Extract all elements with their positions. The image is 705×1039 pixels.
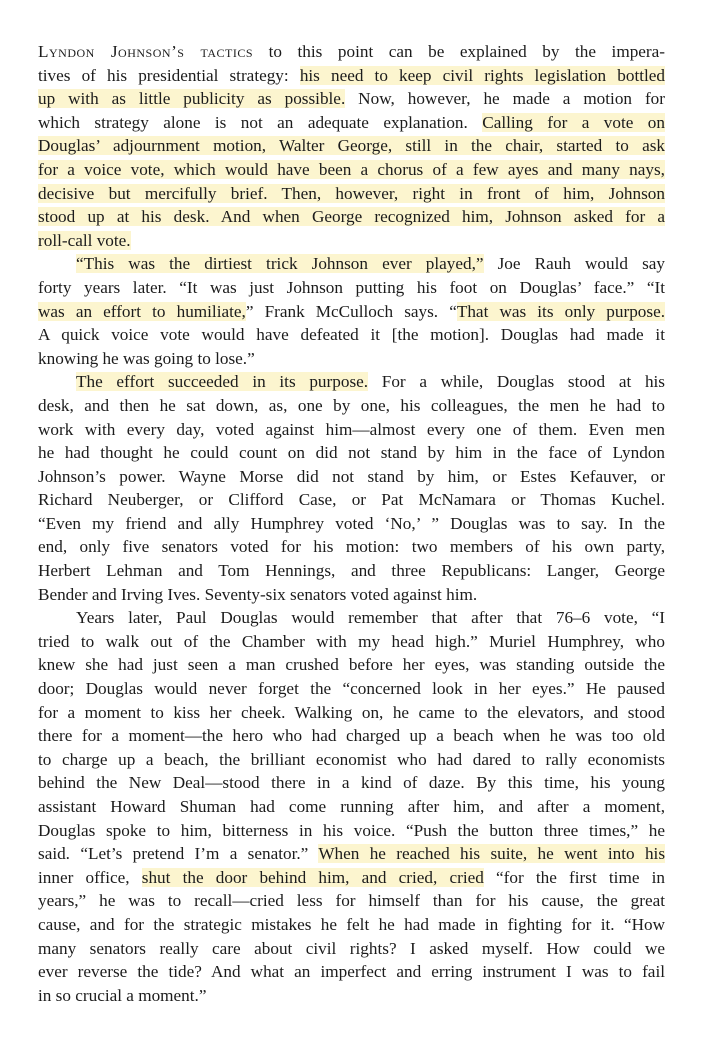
text-line bbox=[38, 441, 665, 465]
line-text bbox=[38, 819, 665, 843]
text-segment: Lyndon Johnson’s tactics bbox=[38, 42, 254, 61]
highlighted-text: stood up at his desk. And when George recognized him, Johnson asked for a bbox=[38, 207, 665, 227]
line-text bbox=[38, 559, 665, 583]
highlighted-text: “This was the dirtiest trick Johnson ever played,” bbox=[76, 254, 484, 274]
text-segment: forty years later. “It was just Johnson putting his foot on Douglas’ face.” “It bbox=[38, 277, 665, 297]
line-text bbox=[38, 653, 665, 677]
text-segment: desk, and then he sat down, as, one by one, his colleagues, the men he had to bbox=[38, 395, 665, 415]
paragraph-indent bbox=[38, 606, 76, 630]
line-text bbox=[38, 394, 665, 418]
highlighted-text: Calling for a vote on bbox=[482, 112, 665, 132]
line-text bbox=[38, 937, 665, 961]
text-line bbox=[38, 795, 665, 819]
text-line bbox=[38, 394, 665, 418]
text-segment: Herbert Lehman and Tom Hennings, and three Republicans: Langer, George bbox=[38, 561, 665, 581]
text-segment: Now, however, he made a motion for bbox=[345, 89, 665, 109]
text-line bbox=[38, 370, 665, 394]
highlighted-text: shut the door behind him, and cried, cried bbox=[141, 867, 484, 887]
text-line bbox=[38, 677, 665, 701]
text-segment: which strategy alone is not an adequate explanation. bbox=[38, 112, 483, 132]
line-text bbox=[38, 158, 665, 182]
text-segment: tives of his presidential strategy: bbox=[38, 65, 300, 85]
line-text bbox=[38, 465, 665, 489]
text-segment: work with every day, voted against him—almost every one of them. Even men bbox=[38, 419, 665, 439]
line-text bbox=[38, 323, 665, 347]
text-line bbox=[38, 913, 665, 937]
text-line bbox=[38, 64, 665, 88]
text-line bbox=[38, 748, 665, 772]
text-line bbox=[38, 40, 665, 64]
line-text bbox=[38, 134, 665, 158]
highlighted-text: decisive but mercifully brief. Then, however, right in front of him, Johnson bbox=[38, 183, 665, 203]
line-text bbox=[76, 370, 665, 394]
highlighted-text: was an effort to humiliate, bbox=[38, 301, 246, 321]
text-line bbox=[38, 182, 665, 206]
text-segment: said. “Let’s pretend I’m a senator.” bbox=[38, 844, 319, 864]
line-text bbox=[38, 677, 665, 701]
line-text bbox=[38, 960, 665, 984]
highlighted-text: Douglas’ adjournment motion, Walter George, still in the chair, started to ask bbox=[38, 136, 665, 156]
text-segment: knew she had just seen a man crushed before her eyes, was standing outside the bbox=[38, 655, 665, 675]
text-line bbox=[38, 347, 665, 371]
line-text bbox=[38, 630, 665, 654]
highlighted-text: up with as little publicity as possible. bbox=[38, 89, 346, 109]
line-text bbox=[38, 87, 665, 111]
text-line bbox=[38, 488, 665, 512]
line-text bbox=[76, 252, 665, 276]
text-line bbox=[38, 323, 665, 347]
book-page bbox=[38, 40, 665, 1007]
text-line bbox=[38, 606, 665, 630]
line-text bbox=[38, 512, 665, 536]
text-line bbox=[38, 205, 665, 229]
line-text bbox=[38, 535, 665, 559]
text-line bbox=[38, 771, 665, 795]
text-segment: in so crucial a moment.” bbox=[38, 985, 207, 1005]
text-line bbox=[38, 229, 665, 253]
line-text bbox=[76, 606, 665, 630]
line-text bbox=[38, 40, 665, 64]
line-text bbox=[38, 300, 665, 324]
text-segment: “Even my friend and ally Humphrey voted ‘No,’ ” Douglas was to say. In the bbox=[38, 513, 665, 533]
paragraph-indent bbox=[38, 252, 76, 276]
line-text bbox=[38, 984, 206, 1008]
text-line bbox=[38, 984, 665, 1008]
line-text bbox=[38, 724, 665, 748]
paragraph bbox=[38, 40, 665, 252]
text-line bbox=[38, 300, 665, 324]
text-segment: Douglas spoke to him, bitterness in his voice. “Push the button three times,” he bbox=[38, 820, 665, 840]
text-segment: inner office, bbox=[38, 867, 142, 887]
text-segment: “for the first time in bbox=[483, 867, 665, 887]
text-segment: Bender and Irving Ives. Seventy-six senators voted against him. bbox=[38, 584, 478, 604]
line-text bbox=[38, 583, 477, 607]
text-line bbox=[38, 418, 665, 442]
text-segment: end, only five senators voted for his motion: two members of his own party, bbox=[38, 537, 665, 557]
text-line bbox=[38, 512, 665, 536]
text-line bbox=[38, 724, 665, 748]
text-segment: ” Frank McCulloch says. “ bbox=[245, 301, 457, 321]
text-segment: he had thought he could count on did not stand by him in the face of Lyndon bbox=[38, 443, 666, 463]
text-segment: door; Douglas would never forget the “concerned look in her eyes.” He paused bbox=[38, 679, 665, 699]
text-segment: years,” he was to recall—cried less for himself than for his cause, the great bbox=[38, 891, 665, 911]
text-segment: For a while, Douglas stood at his bbox=[368, 372, 665, 392]
text-segment: A quick voice vote would have defeated it [the motion]. Douglas had made it bbox=[38, 325, 665, 345]
highlighted-text: That was its only purpose. bbox=[456, 301, 666, 321]
line-text bbox=[38, 182, 665, 206]
highlighted-text: roll-call vote. bbox=[38, 230, 131, 250]
text-line bbox=[38, 653, 665, 677]
text-segment: behind the New Deal—stood there in a kind of daze. By this time, his young bbox=[38, 773, 665, 793]
text-line bbox=[38, 960, 665, 984]
line-text bbox=[38, 229, 131, 253]
text-line bbox=[38, 276, 665, 300]
text-segment: Joe Rauh would say bbox=[483, 254, 665, 274]
line-text bbox=[38, 701, 665, 725]
line-text bbox=[38, 64, 665, 88]
text-line bbox=[38, 252, 665, 276]
text-segment: cause, and for the strategic mistakes he felt he had made in fighting for it. “How bbox=[38, 914, 665, 934]
line-text bbox=[38, 913, 665, 937]
line-text bbox=[38, 418, 665, 442]
text-line bbox=[38, 889, 665, 913]
highlighted-text: for a voice vote, which would have been a chorus of a few ayes and many nays, bbox=[38, 159, 665, 179]
text-line bbox=[38, 866, 665, 890]
line-text bbox=[38, 347, 255, 371]
line-text bbox=[38, 205, 665, 229]
line-text bbox=[38, 889, 665, 913]
line-text bbox=[38, 866, 665, 890]
text-line bbox=[38, 842, 665, 866]
line-text bbox=[38, 488, 665, 512]
text-line bbox=[38, 937, 665, 961]
text-segment: tried to walk out of the Chamber with my head high.” Muriel Humphrey, who bbox=[38, 631, 665, 651]
paragraph-indent bbox=[38, 370, 76, 394]
line-text bbox=[38, 771, 665, 795]
highlighted-text: The effort succeeded in its purpose. bbox=[76, 372, 369, 392]
text-line bbox=[38, 630, 665, 654]
text-line bbox=[38, 87, 665, 111]
highlighted-text: his need to keep civil rights legislation bottled bbox=[299, 65, 666, 85]
paragraph bbox=[38, 606, 665, 1007]
paragraph bbox=[38, 252, 665, 370]
line-text bbox=[38, 441, 665, 465]
line-text bbox=[38, 276, 665, 300]
text-line bbox=[38, 583, 665, 607]
text-line bbox=[38, 134, 665, 158]
text-segment: assistant Howard Shuman had come running after him, and after a moment, bbox=[38, 797, 665, 816]
text-segment: Richard Neuberger, or Clifford Case, or Pat McNamara or Thomas Kuchel. bbox=[38, 490, 665, 510]
text-segment: to charge up a beach, the brilliant economist who had dared to rally economists bbox=[38, 749, 665, 769]
line-text bbox=[38, 111, 665, 135]
line-text bbox=[38, 795, 665, 819]
text-segment: many senators really care about civil rights? I asked myself. How could we bbox=[38, 938, 665, 958]
highlighted-text: When he reached his suite, he went into his bbox=[318, 844, 666, 864]
text-segment: there for a moment—the hero who had charged up a beach when he was too old bbox=[38, 726, 665, 746]
text-line bbox=[38, 559, 665, 583]
text-line bbox=[38, 701, 665, 725]
text-segment: Years later, Paul Douglas would remember that after that 76–6 vote, “I bbox=[76, 608, 665, 628]
text-segment: Johnson’s power. Wayne Morse did not stand by him, or Estes Kefauver, or bbox=[38, 466, 665, 486]
text-line bbox=[38, 819, 665, 843]
line-text bbox=[38, 748, 665, 772]
text-line bbox=[38, 465, 665, 489]
paragraph bbox=[38, 370, 665, 606]
line-text bbox=[38, 842, 665, 866]
text-segment: for a moment to kiss her cheek. Walking on, he came to the elevators, and stood bbox=[38, 702, 665, 722]
text-line bbox=[38, 111, 665, 135]
text-segment: to this point can be explained by the impera- bbox=[253, 42, 666, 61]
text-segment: knowing he was going to lose.” bbox=[38, 348, 255, 368]
text-line bbox=[38, 158, 665, 182]
text-line bbox=[38, 535, 665, 559]
text-segment: ever reverse the tide? And what an imperfect and erring instrument I was to fail bbox=[38, 962, 665, 982]
